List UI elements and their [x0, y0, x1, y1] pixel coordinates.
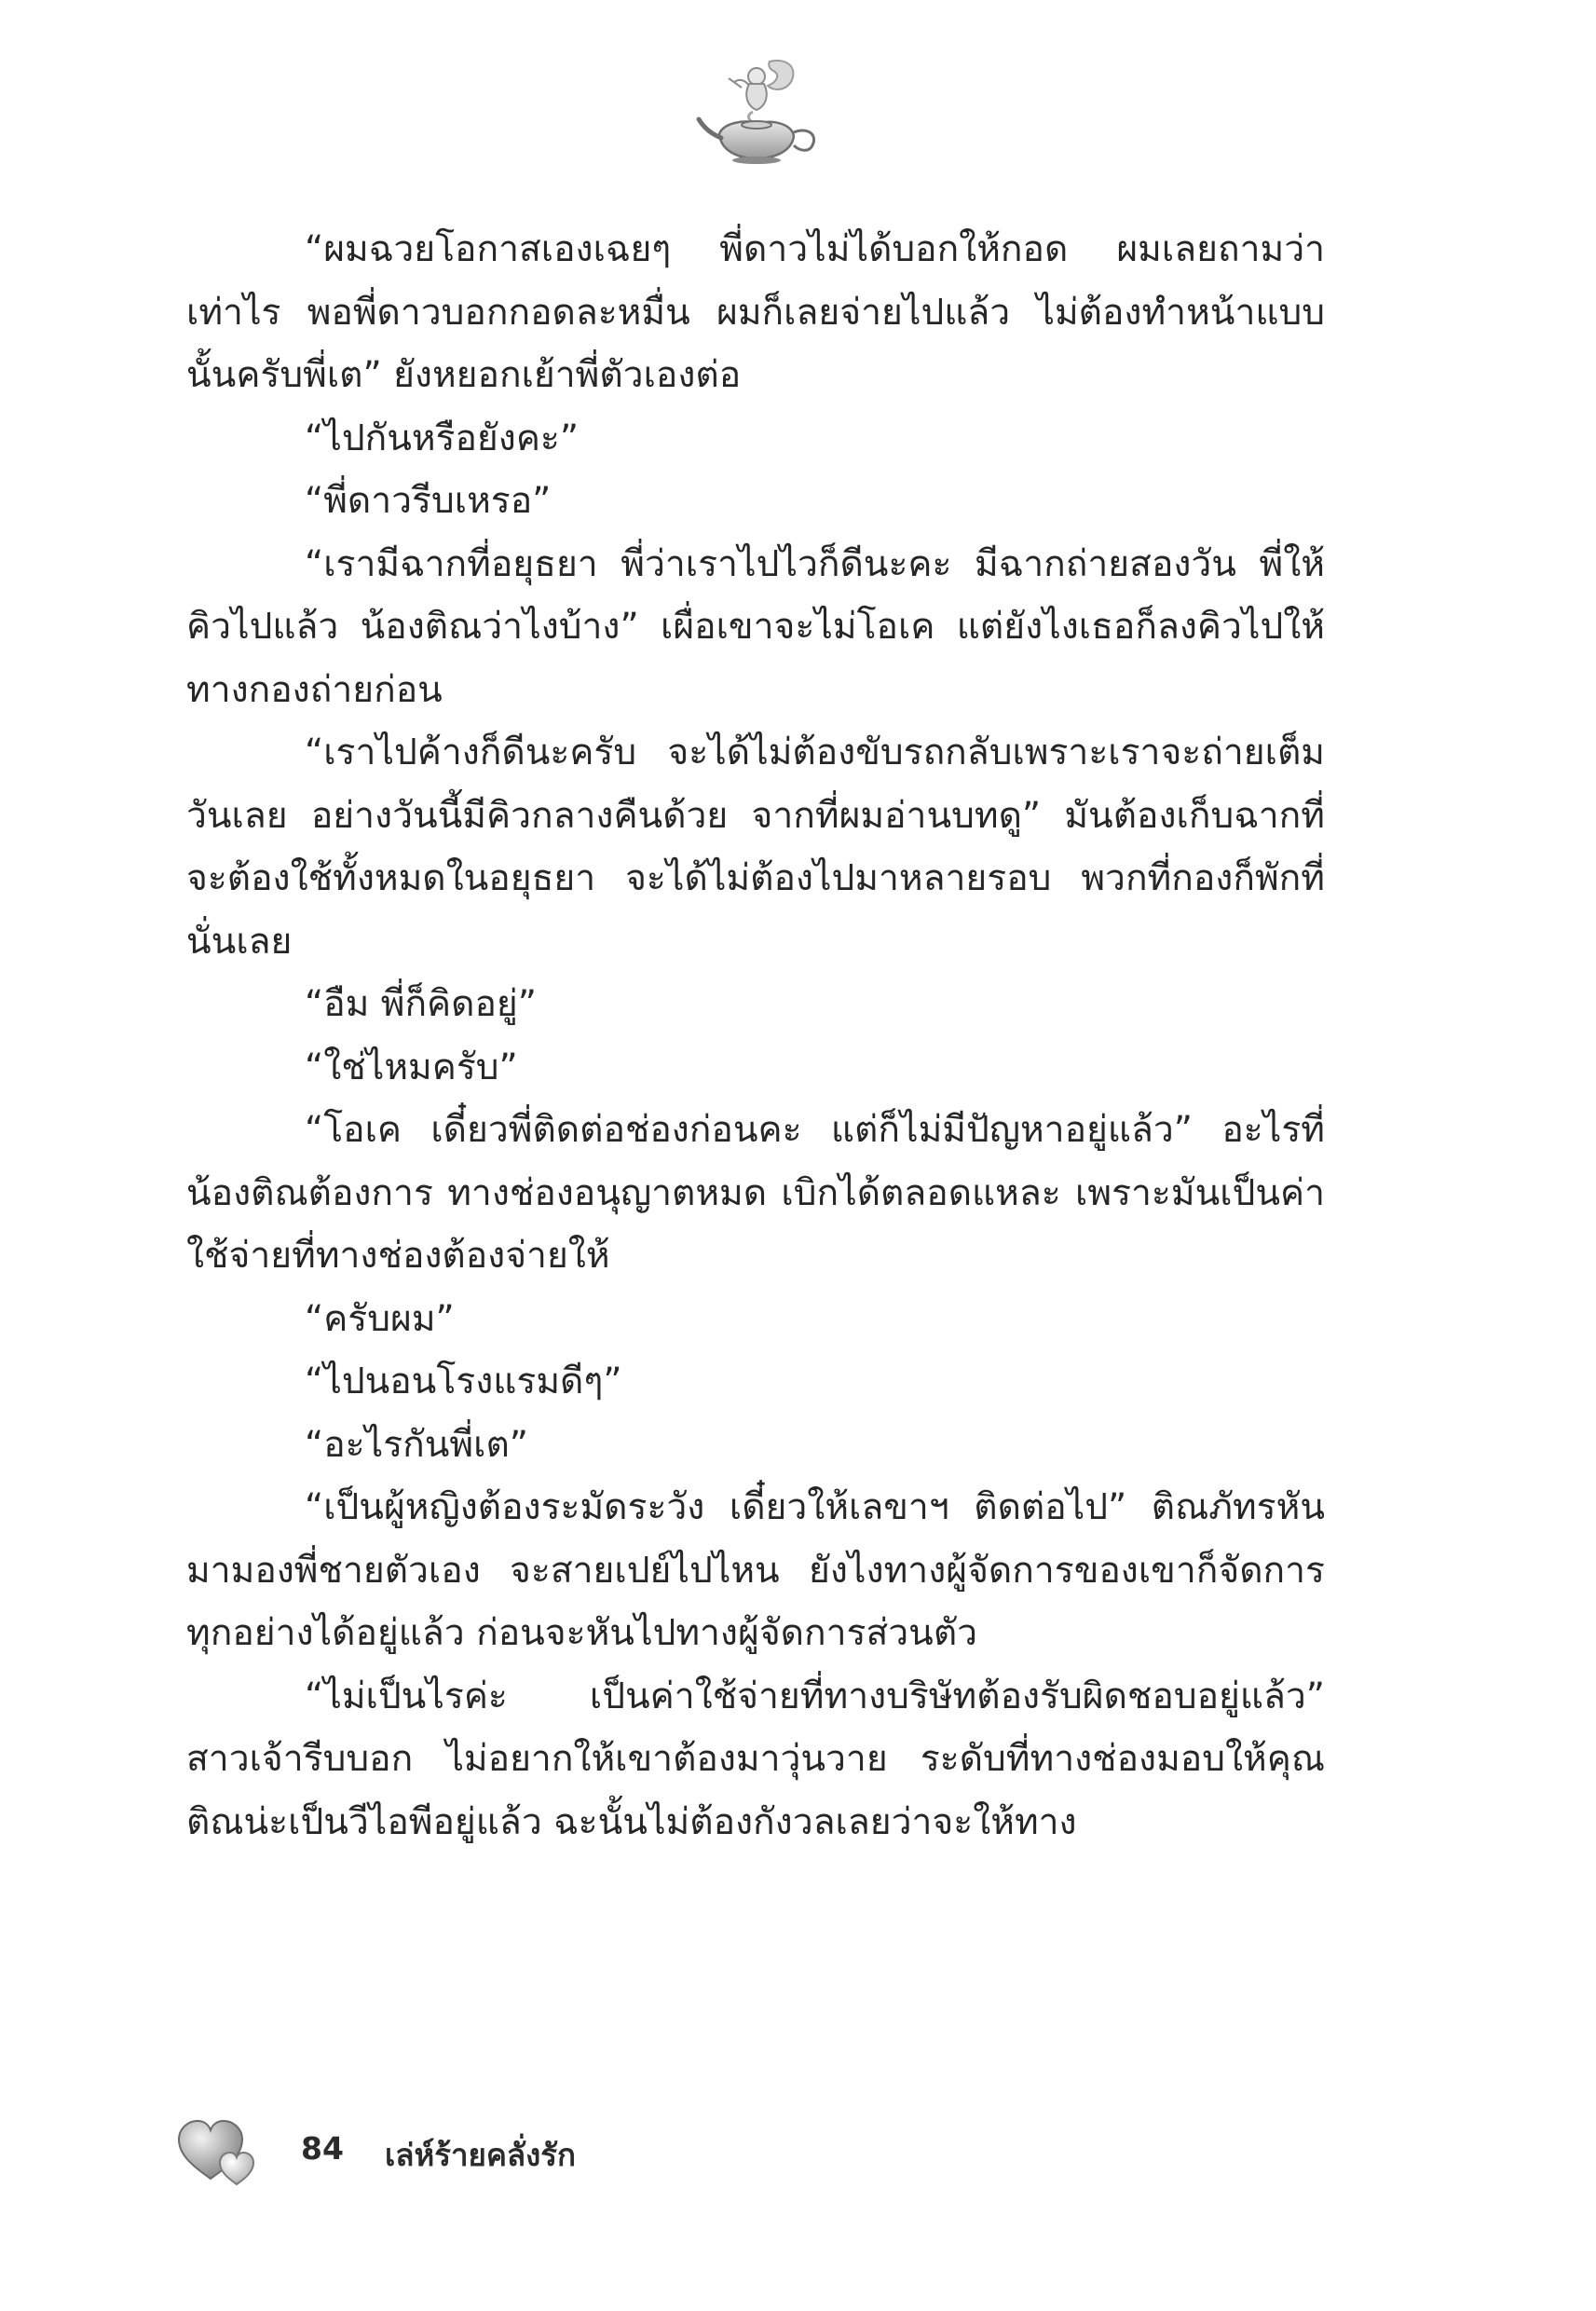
paragraph: “พี่ดาวรีบเหรอ” — [305, 480, 552, 522]
paragraph: “อืม พี่ก็คิดอยู่” — [305, 983, 537, 1025]
paragraph: “ไปนอนโรงแรมดีๆ” — [305, 1361, 622, 1402]
hearts-icon — [175, 2113, 259, 2188]
paragraph: “เรามีฉากที่อยุธยา พี่ว่าเราไปไวก็ดีนะคะ มีฉากถ่ายสองวัน พี่ให้คิวไปแล้ว น้องติณว่าไงบ้าง” เผื่อเขาจะไม่โอเค แต่ยังไงเธอก็ลงคิวไปให้ทางกองถ่ายก่อน — [186, 542, 1325, 711]
book-title: เล่ห์ร้ายคลั่งรัก — [385, 2137, 576, 2173]
paragraph: “ไปกันหรือยังคะ” — [305, 417, 580, 459]
page-footer — [175, 2113, 827, 2197]
paragraph: “เราไปค้างก็ดีนะครับ จะได้ไม่ต้องขับรถกลับเพราะเราจะถ่ายเต็มวันเลย อย่างวันนี้มีคิวกลางคืนด้วย จากที่ผมอ่านบทดู” มันต้องเก็บฉากที่จะต้องใช้ทั้งหมดในอยุธยา จะได้ไม่ต้องไปมาหลายรอบ พวกที่กองก็พักที่นั่นเลย — [186, 732, 1325, 963]
paragraph: “ครับผม” — [305, 1297, 455, 1340]
paragraph: “ใช่ไหมครับ” — [305, 1046, 518, 1088]
paragraph: “โอเค เดี๋ยวพี่ติดต่อช่องก่อนคะ แต่ก็ไม่มีปัญหาอยู่แล้ว” อะไรที่น้องติณต้องการ ทางช่องอนุญาตหมด เบิกได้ตลอดแหละ เพราะมันเป็นค่าใช้จ่ายที่ทางช่องต้องจ่ายให้ — [186, 1109, 1325, 1277]
paragraph: “ไม่เป็นไรค่ะ เป็นค่าใช้จ่ายที่ทางบริษัทต้องรับผิดชอบอยู่แล้ว” สาวเจ้ารีบบอก ไม่อยากให้เขาต้องมาวุ่นวาย ระดับที่ทางช่องมอบให้คุณติณน่ะเป็นวีไอพีอยู่แล้ว ฉะนั้นไม่ต้องกังวลเลยว่าจะให้ทาง — [186, 1675, 1325, 1843]
paragraph: “อะไรกันพี่เต” — [305, 1423, 528, 1466]
paragraph: “เป็นผู้หญิงต้องระมัดระวัง เดี๋ยวให้เลขาฯ ติดต่อไป” ติณภัทรหันมามองพี่ชายตัวเอง จะสายเปย์ไปไหน ยังไงทางผู้จัดการของเขาก็จัดการทุกอย่างได้อยู่แล้ว ก่อนจะหันไปทางผู้จัดการส่วนตัว — [186, 1486, 1325, 1654]
chapter-body-text — [186, 218, 1325, 1853]
page-number: 84 — [301, 2130, 344, 2167]
cupid-teapot-icon — [688, 54, 827, 166]
paragraph: “ผมฉวยโอกาสเองเฉยๆ พี่ดาวไม่ได้บอกให้กอด ผมเลยถามว่าเท่าไร พอพี่ดาวบอกกอดละหมื่น ผมก็เลยจ่ายไปแล้ว ไม่ต้องทำหน้าแบบนั้นครับพี่เต” ยังหยอกเย้าพี่ตัวเองต่อ — [186, 228, 1325, 396]
